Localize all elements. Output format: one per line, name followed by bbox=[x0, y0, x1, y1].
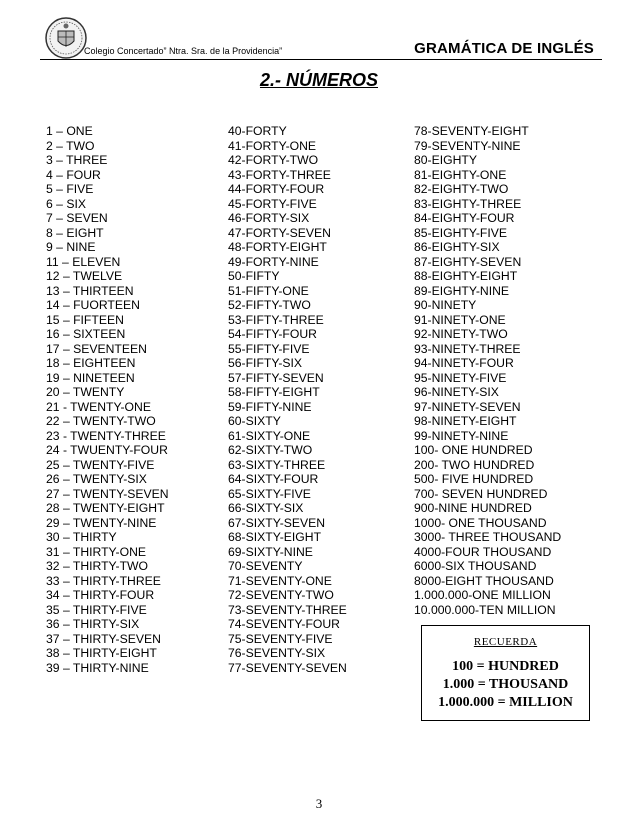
number-entry: 61-SIXTY-ONE bbox=[228, 428, 311, 443]
number-entry: 12 – TWELVE bbox=[46, 269, 123, 283]
recuerda-box bbox=[421, 625, 590, 721]
number-entry: 30 – THIRTY bbox=[46, 530, 117, 544]
number-entry: 36 – THIRTY-SIX bbox=[46, 617, 140, 631]
number-entry: 37 – THIRTY-SEVEN bbox=[46, 631, 161, 646]
number-entry: 24 - TWUENTY-FOUR bbox=[46, 443, 168, 457]
number-entry: 19 – NINETEEN bbox=[46, 370, 135, 385]
number-entry: 900-NINE HUNDRED bbox=[414, 501, 532, 515]
number-entry: 67-SIXTY-SEVEN bbox=[228, 515, 326, 530]
number-entry: 7 – SEVEN bbox=[46, 211, 108, 225]
recuerda-line: 1.000 = THOUSAND bbox=[442, 677, 569, 692]
number-entry: 8 – EIGHT bbox=[46, 225, 104, 240]
number-entry: 45-FORTY-FIVE bbox=[228, 196, 317, 211]
number-entry: 75-SEVENTY-FIVE bbox=[228, 631, 333, 646]
number-entry: 93-NINETY-THREE bbox=[414, 341, 521, 356]
number-entry: 82-EIGHTY-TWO bbox=[414, 182, 509, 196]
number-entry: 84-EIGHTY-FOUR bbox=[414, 211, 515, 225]
number-entry: 79-SEVENTY-NINE bbox=[414, 138, 521, 153]
number-entry: 96-NINETY-SIX bbox=[414, 385, 499, 399]
number-entry: 17 – SEVENTEEN bbox=[46, 341, 147, 356]
number-entry: 68-SIXTY-EIGHT bbox=[228, 530, 322, 544]
number-entry: 80-EIGHTY bbox=[414, 153, 477, 167]
number-entry: 49-FORTY-NINE bbox=[228, 254, 319, 269]
number-entry: 38 – THIRTY-EIGHT bbox=[46, 646, 157, 660]
number-entry: 27 – TWENTY-SEVEN bbox=[46, 486, 169, 501]
number-entry: 8000-EIGHT THOUSAND bbox=[414, 573, 554, 588]
number-entry: 86-EIGHTY-SIX bbox=[414, 240, 500, 254]
number-entry: 43-FORTY-THREE bbox=[228, 167, 331, 182]
number-entry: 66-SIXTY-SIX bbox=[228, 501, 304, 515]
number-entry: 15 – FIFTEEN bbox=[46, 312, 124, 327]
number-entry: 35 – THIRTY-FIVE bbox=[46, 602, 147, 617]
number-entry: 71-SEVENTY-ONE bbox=[228, 573, 332, 588]
school-crest-icon bbox=[44, 16, 88, 60]
numbers-column-2 bbox=[228, 124, 347, 675]
recuerda-line: 100 = HUNDRED bbox=[452, 659, 559, 674]
recuerda-line: 1.000.000 = MILLION bbox=[438, 695, 573, 710]
document-title: GRAMÁTICA DE INGLÉS bbox=[414, 40, 594, 57]
number-entry: 3000- THREE THOUSAND bbox=[414, 530, 562, 544]
number-entry: 14 – FUORTEEN bbox=[46, 298, 140, 312]
number-entry: 74-SEVENTY-FOUR bbox=[228, 617, 340, 631]
number-entry: 28 – TWENTY-EIGHT bbox=[46, 501, 165, 515]
number-entry: 39 – THIRTY-NINE bbox=[46, 660, 149, 675]
number-entry: 54-FIFTY-FOUR bbox=[228, 327, 317, 341]
number-entry: 40-FORTY bbox=[228, 124, 287, 138]
number-entry: 13 – THIRTEEN bbox=[46, 283, 134, 298]
number-entry: 77-SEVENTY-SEVEN bbox=[228, 660, 347, 675]
number-entry: 6 – SIX bbox=[46, 196, 86, 211]
number-entry: 1.000.000-ONE MILLION bbox=[414, 588, 551, 602]
number-entry: 34 – THIRTY-FOUR bbox=[46, 588, 155, 602]
number-entry: 200- TWO HUNDRED bbox=[414, 457, 535, 472]
number-entry: 70-SEVENTY bbox=[228, 559, 303, 573]
header-rule bbox=[40, 59, 602, 60]
numbers-column-1 bbox=[46, 124, 169, 675]
number-entry: 52-FIFTY-TWO bbox=[228, 298, 311, 312]
number-entry: 91-NINETY-ONE bbox=[414, 312, 506, 327]
number-entry: 44-FORTY-FOUR bbox=[228, 182, 325, 196]
number-entry: 50-FIFTY bbox=[228, 269, 280, 283]
number-entry: 57-FIFTY-SEVEN bbox=[228, 370, 324, 385]
number-entry: 500- FIVE HUNDRED bbox=[414, 472, 534, 486]
number-entry: 83-EIGHTY-THREE bbox=[414, 196, 522, 211]
number-entry: 5 – FIVE bbox=[46, 182, 94, 196]
number-entry: 63-SIXTY-THREE bbox=[228, 457, 326, 472]
number-entry: 81-EIGHTY-ONE bbox=[414, 167, 507, 182]
number-entry: 4 – FOUR bbox=[46, 167, 101, 182]
number-entry: 6000-SIX THOUSAND bbox=[414, 559, 537, 573]
number-entry: 3 – THREE bbox=[46, 153, 108, 167]
school-name: Colegio Concertado” Ntra. Sra. de la Providencia” bbox=[84, 46, 283, 56]
number-entry: 76-SEVENTY-SIX bbox=[228, 646, 326, 660]
number-entry: 48-FORTY-EIGHT bbox=[228, 240, 327, 254]
number-entry: 41-FORTY-ONE bbox=[228, 138, 317, 153]
number-entry: 53-FIFTY-THREE bbox=[228, 312, 324, 327]
number-entry: 92-NINETY-TWO bbox=[414, 327, 508, 341]
page-header bbox=[40, 12, 600, 64]
recuerda-title: RECUERDA bbox=[473, 636, 538, 648]
number-entry: 89-EIGHTY-NINE bbox=[414, 283, 510, 298]
number-entry: 33 – THIRTY-THREE bbox=[46, 573, 161, 588]
number-entry: 56-FIFTY-SIX bbox=[228, 356, 303, 370]
number-entry: 94-NINETY-FOUR bbox=[414, 356, 514, 370]
number-entry: 73-SEVENTY-THREE bbox=[228, 602, 347, 617]
number-entry: 20 – TWENTY bbox=[46, 385, 125, 399]
section-title: 2.- NÚMEROS bbox=[259, 70, 378, 90]
number-entry: 100- ONE HUNDRED bbox=[414, 443, 533, 457]
recuerda-lines bbox=[422, 658, 589, 712]
number-entry: 700- SEVEN HUNDRED bbox=[414, 486, 548, 501]
number-entry: 95-NINETY-FIVE bbox=[414, 370, 507, 385]
number-entry: 1 – ONE bbox=[46, 124, 93, 138]
number-entry: 2 – TWO bbox=[46, 138, 95, 153]
number-entry: 85-EIGHTY-FIVE bbox=[414, 225, 508, 240]
number-entry: 72-SEVENTY-TWO bbox=[228, 588, 334, 602]
number-entry: 16 – SIXTEEN bbox=[46, 327, 126, 341]
number-entry: 65-SIXTY-FIVE bbox=[228, 486, 311, 501]
number-entry: 59-FIFTY-NINE bbox=[228, 399, 312, 414]
number-entry: 78-SEVENTY-EIGHT bbox=[414, 124, 529, 138]
number-entry: 88-EIGHTY-EIGHT bbox=[414, 269, 518, 283]
number-entry: 25 – TWENTY-FIVE bbox=[46, 457, 155, 472]
number-entry: 32 – THIRTY-TWO bbox=[46, 559, 149, 573]
number-entry: 18 – EIGHTEEN bbox=[46, 356, 136, 370]
number-entry: 47-FORTY-SEVEN bbox=[228, 225, 331, 240]
number-entry: 11 – ELEVEN bbox=[46, 254, 121, 269]
number-entry: 46-FORTY-SIX bbox=[228, 211, 310, 225]
number-entry: 55-FIFTY-FIVE bbox=[228, 341, 310, 356]
number-entry: 98-NINETY-EIGHT bbox=[414, 414, 517, 428]
number-entry: 97-NINETY-SEVEN bbox=[414, 399, 521, 414]
number-entry: 51-FIFTY-ONE bbox=[228, 283, 309, 298]
number-entry: 62-SIXTY-TWO bbox=[228, 443, 313, 457]
number-entry: 87-EIGHTY-SEVEN bbox=[414, 254, 522, 269]
number-entry: 64-SIXTY-FOUR bbox=[228, 472, 319, 486]
number-entry: 21 - TWENTY-ONE bbox=[46, 399, 151, 414]
number-entry: 90-NINETY bbox=[414, 298, 477, 312]
number-entry: 26 – TWENTY-SIX bbox=[46, 472, 147, 486]
number-entry: 69-SIXTY-NINE bbox=[228, 544, 313, 559]
page-number: 3 bbox=[315, 796, 323, 811]
number-entry: 9 – NINE bbox=[46, 240, 96, 254]
number-entry: 1000- ONE THOUSAND bbox=[414, 515, 547, 530]
number-entry: 4000-FOUR THOUSAND bbox=[414, 544, 552, 559]
number-entry: 10.000.000-TEN MILLION bbox=[414, 602, 556, 617]
numbers-column-3 bbox=[414, 124, 561, 617]
number-entry: 58-FIFTY-EIGHT bbox=[228, 385, 320, 399]
number-entry: 23 - TWENTY-THREE bbox=[46, 428, 166, 443]
number-entry: 99-NINETY-NINE bbox=[414, 428, 509, 443]
number-entry: 22 – TWENTY-TWO bbox=[46, 414, 156, 428]
number-entry: 60-SIXTY bbox=[228, 414, 281, 428]
number-entry: 42-FORTY-TWO bbox=[228, 153, 319, 167]
number-entry: 31 – THIRTY-ONE bbox=[46, 544, 147, 559]
number-entry: 29 – TWENTY-NINE bbox=[46, 515, 157, 530]
